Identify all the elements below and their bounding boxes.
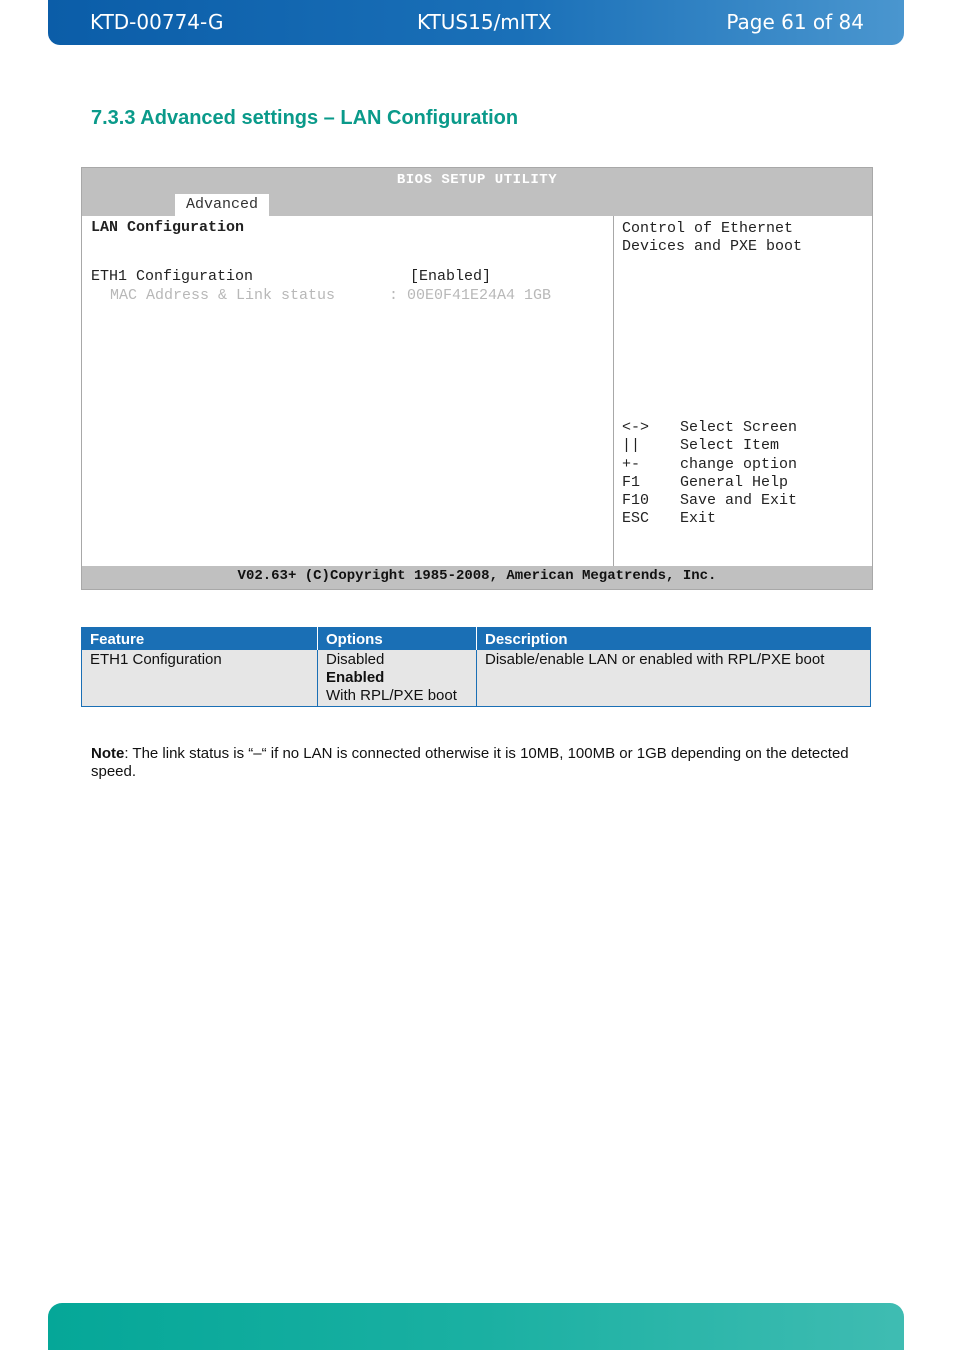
bios-title: BIOS SETUP UTILITY <box>396 172 558 188</box>
bios-help-pane <box>614 216 870 566</box>
section-title: 7.3.3 Advanced settings – LAN Configuration <box>91 107 519 129</box>
key-legend-key: +- <box>622 456 641 473</box>
option-enabled-default: Enabled <box>326 669 385 686</box>
bios-settings-pane <box>82 216 614 566</box>
setting-value-eth1[interactable]: [Enabled] <box>410 268 492 285</box>
document-id: KTD-00774-G <box>90 10 224 34</box>
bios-title-bar <box>82 168 872 216</box>
page-footer-bar <box>48 1303 904 1350</box>
key-legend-action: Select Item <box>680 437 780 454</box>
help-text-line: Control of Ethernet <box>622 220 794 237</box>
key-legend-action: General Help <box>680 474 789 491</box>
options-cell <box>318 650 477 707</box>
key-legend-action: Save and Exit <box>680 492 798 509</box>
bios-copyright-footer: V02.63+ (C)Copyright 1985-2008, American Megatrends, Inc. <box>82 566 872 589</box>
feature-table <box>81 627 871 707</box>
key-legend-key: F10 <box>622 492 650 509</box>
note-label: Note <box>91 745 125 762</box>
page-header <box>48 0 904 45</box>
table-header-row <box>82 628 871 651</box>
column-header-feature: Feature <box>82 628 318 651</box>
note-text: : The link status is “–“ if no LAN is connected otherwise it is 10MB, 100MB or 1GB depending on the detected speed. <box>91 745 849 780</box>
bios-screen-heading: LAN Configuration <box>91 219 245 236</box>
note-paragraph <box>91 745 861 781</box>
setting-label-eth1[interactable]: ETH1 Configuration <box>91 268 254 285</box>
tab-advanced[interactable]: Advanced <box>175 194 269 216</box>
setting-value-mac: : 00E0F41E24A4 1GB <box>389 287 552 304</box>
feature-cell: ETH1 Configuration <box>82 650 318 707</box>
description-cell: Disable/enable LAN or enabled with RPL/PXE boot <box>477 650 871 707</box>
key-legend-key: ESC <box>622 510 650 527</box>
table-row <box>82 650 871 707</box>
column-header-options: Options <box>318 628 477 651</box>
bios-screenshot <box>81 167 873 590</box>
option-disabled: Disabled <box>326 651 385 668</box>
product-name: KTUS15/mITX <box>417 10 552 34</box>
key-legend-key: <-> <box>622 419 650 436</box>
key-legend-action: change option <box>680 456 798 473</box>
key-legend-action: Exit <box>680 510 717 527</box>
help-text-line: Devices and PXE boot <box>622 238 803 255</box>
option-rpl-pxe: With RPL/PXE boot <box>326 687 457 704</box>
page-number: Page 61 of 84 <box>726 10 864 34</box>
key-legend-key: F1 <box>622 474 641 491</box>
key-legend-action: Select Screen <box>680 419 798 436</box>
column-header-description: Description <box>477 628 871 651</box>
key-legend-key: || <box>622 437 641 454</box>
setting-label-mac: MAC Address & Link status <box>110 287 336 304</box>
